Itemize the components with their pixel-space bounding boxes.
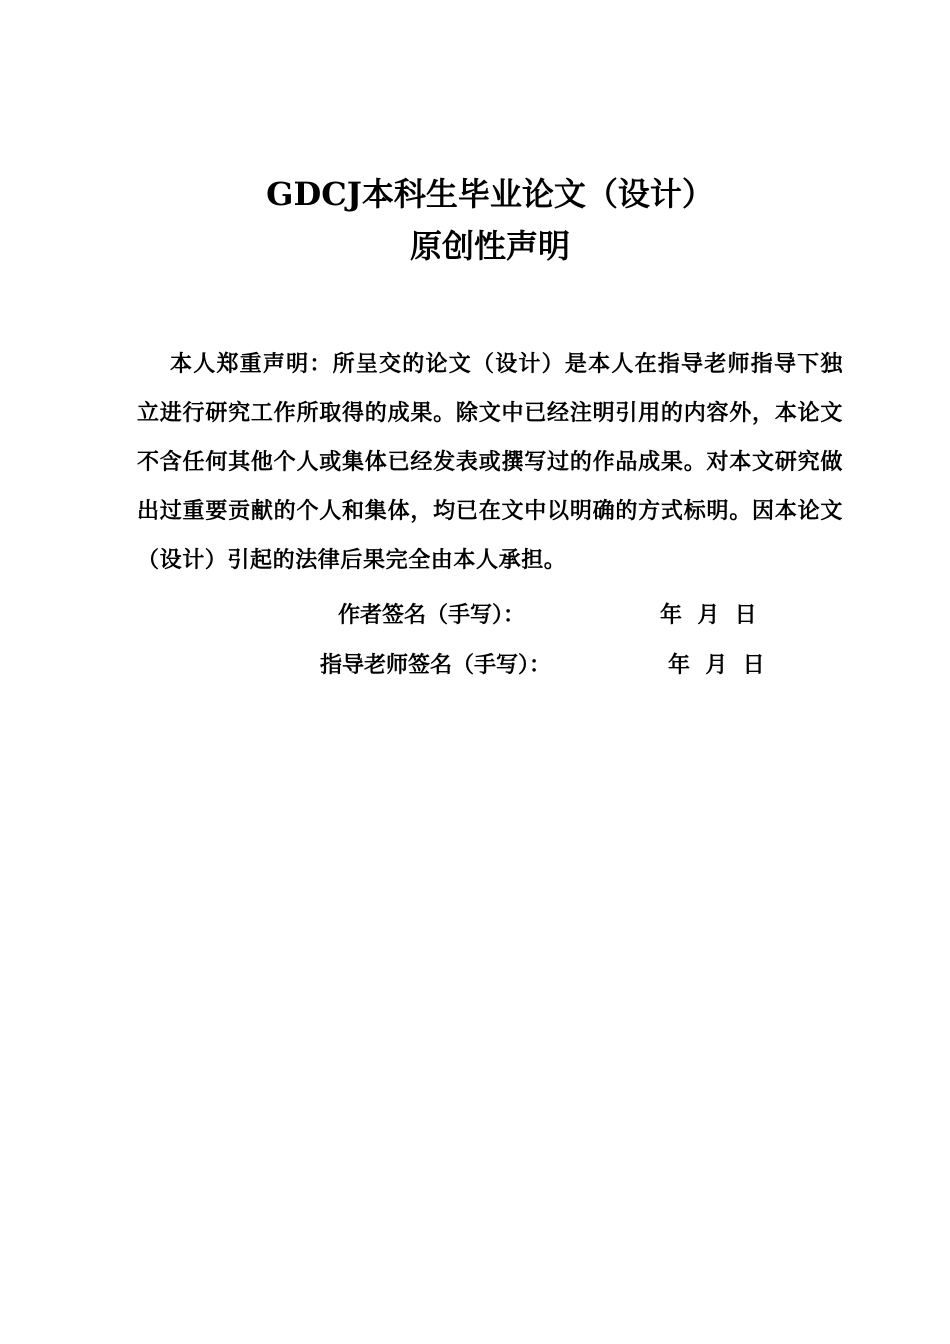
author-signature-label: 作者签名（手写）：	[338, 602, 526, 628]
title-line-1: GDCJ本科生毕业论文（设计）	[266, 175, 714, 213]
title-line-2: 原创性声明	[409, 227, 570, 265]
advisor-signature-date: 年 月 日	[668, 652, 765, 678]
document-title	[0, 168, 950, 272]
author-signature-row	[338, 600, 757, 630]
author-signature-date: 年 月 日	[660, 602, 757, 628]
declaration-paragraph: 本人郑重声明：所呈交的论文（设计）是本人在指导老师指导下独立进行研究工作所取得的成果。除文中已经注明引用的内容外，本论文不含任何其他个人或集体已经发表或撰写过的作品成果。对本文研究做出过重要贡献的个人和集体，均已在文中以明确的方式标明。因本论文（设计）引起的法律后果完全由本人承担。	[137, 351, 843, 573]
advisor-signature-label: 指导老师签名（手写）：	[320, 652, 552, 678]
advisor-signature-row	[320, 650, 765, 680]
